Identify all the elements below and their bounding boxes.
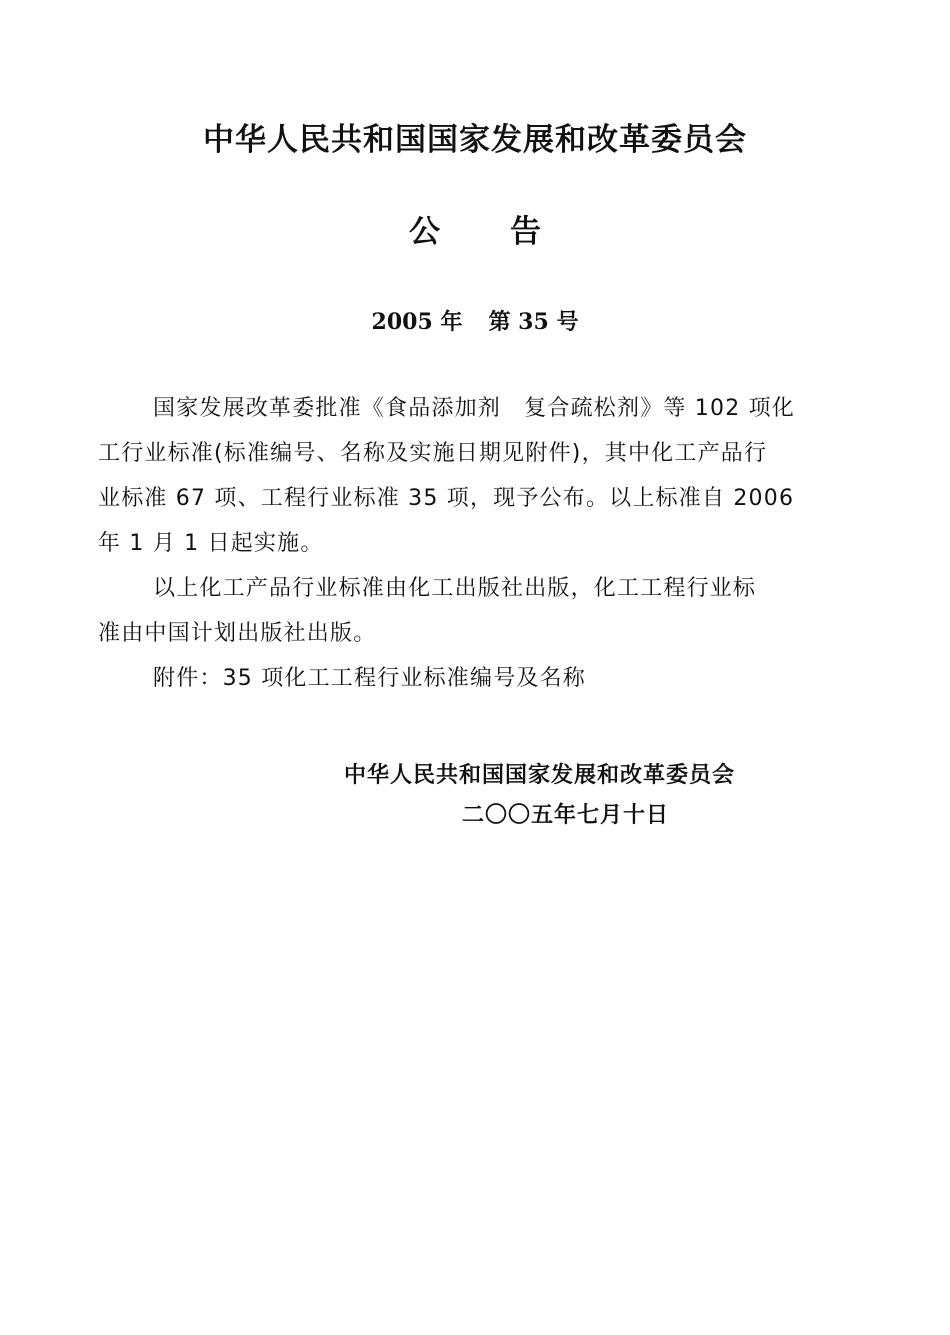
announcement-body [98, 386, 858, 701]
body-line-5: 以上化工产品行业标准由化工出版社出版，化工工程行业标 [153, 576, 757, 601]
title-char-left: 公 [409, 214, 440, 250]
attachment-line: 附件：35 项化工工程行业标准编号及名称 [153, 666, 586, 691]
announcement-number [0, 306, 950, 339]
announcement-title [0, 210, 950, 254]
body-line-6: 准由中国计划出版社出版。 [98, 621, 377, 646]
title-char-right: 告 [510, 214, 541, 250]
body-line-3: 业标准 67 项、工程行业标准 35 项，现予公布。以上标准自 2006 [98, 486, 795, 511]
organization-title: 中华人民共和国国家发展和改革委员会 [203, 122, 747, 158]
number-value: 35 [518, 309, 549, 335]
number-prefix: 第 [488, 310, 511, 335]
number-suffix: 号 [556, 310, 579, 335]
body-line-1: 国家发展改革委批准《食品添加剂 复合疏松剂》等 102 项化 [153, 396, 795, 421]
signature-organization: 中华人民共和国国家发展和改革委员会 [344, 763, 736, 788]
signature-date: 二〇〇五年七月十日 [462, 803, 670, 828]
body-line-2: 工行业标准(标准编号、名称及实施日期见附件)，其中化工产品行 [98, 441, 768, 466]
number-year: 2005 [371, 309, 433, 335]
number-year-suffix: 年 [440, 310, 463, 335]
body-line-4: 年 1 月 1 日起实施。 [98, 531, 324, 556]
